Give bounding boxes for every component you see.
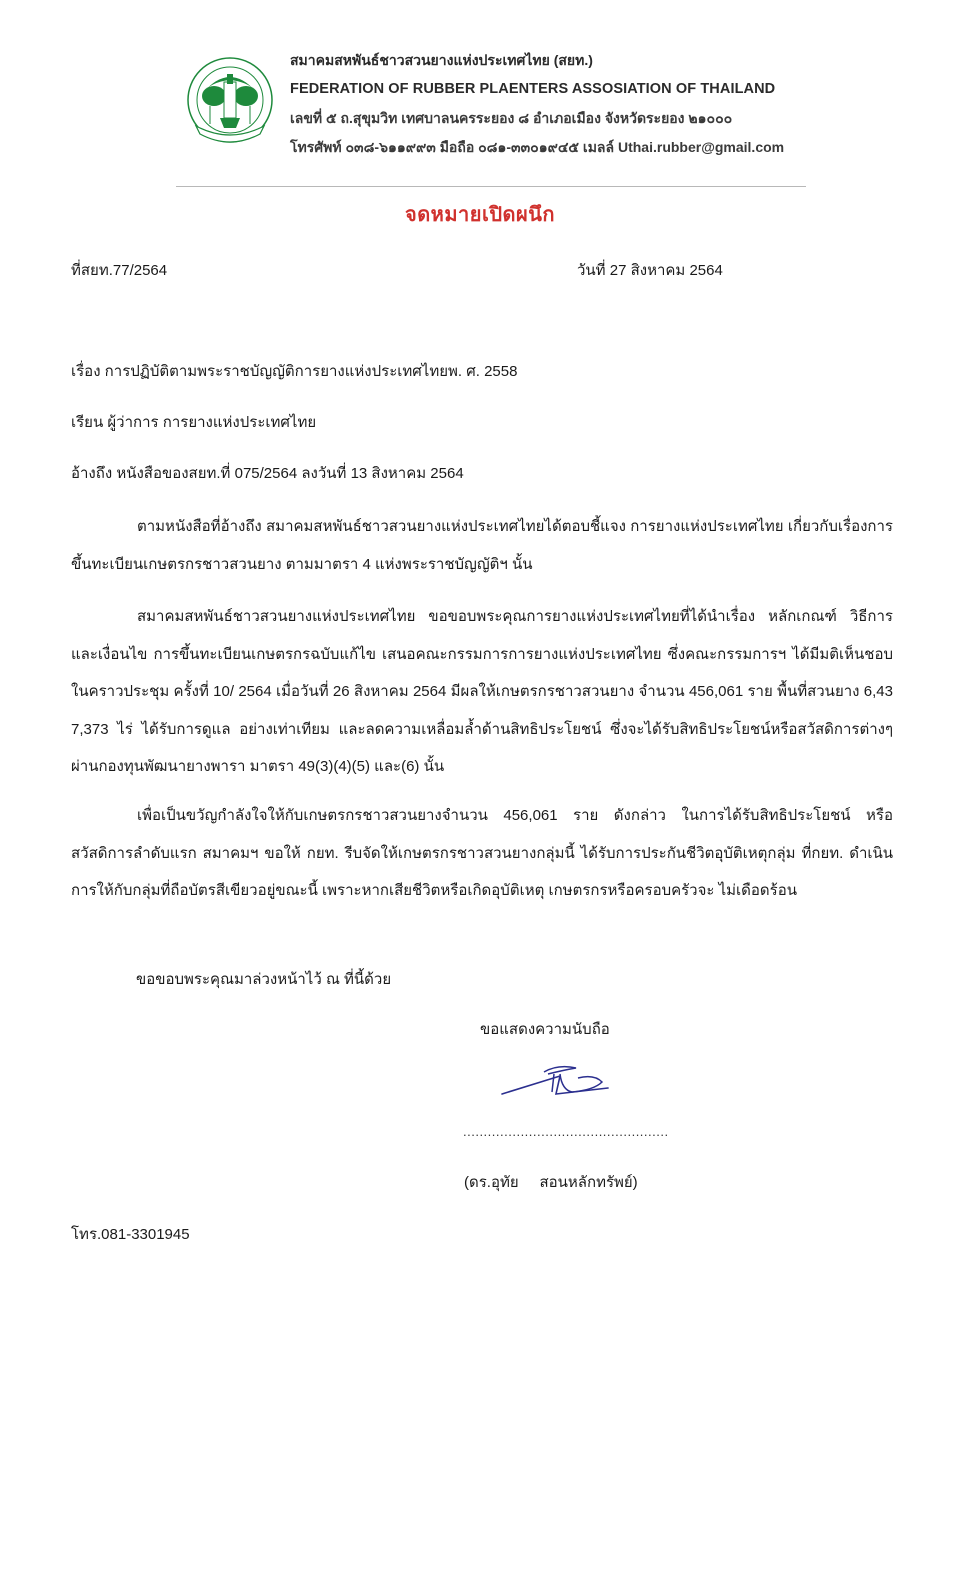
signer-name: (ดร.อุทัย สอนหลักทรัพย์) xyxy=(464,1174,638,1191)
reference-line: อ้างถึง หนังสือของสยท.ที่ 075/2564 ลงวันที่ 13 สิงหาคม 2564 xyxy=(71,465,464,482)
reference-number: ที่สยท.77/2564 xyxy=(71,262,168,279)
org-contact: โทรศัพท์ ๐๓๘-๖๑๑๙๙๓ มือถือ ๐๘๑-๓๓๐๑๙๔๕ เมลล์ Uthai.rubber@gmail.com xyxy=(290,139,785,155)
closing-line: ขอขอบพระคุณมาล่วงหน้าไว้ ณ ที่นี้ด้วย xyxy=(136,971,392,988)
header-divider xyxy=(176,186,806,187)
regards-line: ขอแสดงความนับถือ xyxy=(480,1021,610,1038)
association-seal-logo-icon xyxy=(180,52,280,152)
org-address: เลขที่ ๕ ถ.สุขุมวิท เทศบาลนครระยอง ๘ อำเภอเมือง จังหวัดระยอง ๒๑๐๐๐ xyxy=(290,110,733,126)
org-name-thai: สมาคมสหพันธ์ชาวสวนยางแห่งประเทศไทย (สยท.) xyxy=(290,52,593,68)
contact-phone: โทร.081-3301945 xyxy=(71,1226,190,1243)
org-name-english: FEDERATION OF RUBBER PLAENTERS ASSOSIATION OF THAILAND xyxy=(290,81,776,97)
signature-line: .................................................. xyxy=(463,1124,669,1139)
letter-date: วันที่ 27 สิงหาคม 2564 xyxy=(577,262,723,279)
subject-line: เรื่อง การปฏิบัติตามพระราชบัญญัติการยางแห่งประเทศไทยพ. ศ. 2558 xyxy=(71,363,518,380)
signature-icon xyxy=(498,1060,628,1105)
body-paragraph-2: สมาคมสหพันธ์ชาวสวนยางแห่งประเทศไทย ขอขอบพระคุณการยางแห่งประเทศไทยที่ได้นำเรื่อง หลักเกณฑ์ วิธีการ และเงื่อนไข การขึ้นทะเบียนเกษตรกรฉบับแก้ไข เสนอคณะกรรมการการยางแห่งประเทศไทย ซึ่งคณะกรรมการฯ ได้มีมติเห็นชอบในคราวประชุม ครั้งที่ 10/ 2564 เมื่อวันที่ 26 สิงหาคม 2564 มีผลให้เกษตรกรชาวสวนยาง จำนวน 456,061 ราย พื้นที่สวนยาง 6,43 7,373 ไร่ ได้รับการดูแล อย่างเท่าเทียม และลดความเหลื่อมล้ำด้านสิทธิประโยชน์ ซึ่งจะได้รับสิทธิประโยชน์หรือสวัสดิการต่างๆผ่านกองทุนพัฒนายางพารา มาตรา 49(3)(4)(5) และ(6) นั้น xyxy=(71,608,893,775)
document-title: จดหมายเปิดผนึก xyxy=(404,204,556,226)
recipient-line: เรียน ผู้ว่าการ การยางแห่งประเทศไทย xyxy=(71,414,317,431)
body-paragraph-3: เพื่อเป็นขวัญกำลังใจให้กับเกษตรกรชาวสวนยางจำนวน 456,061 ราย ดังกล่าว ในการได้รับสิทธิประโยชน์ หรือสวัสดิการลำดับแรก สมาคมฯ ขอให้ กยท. รีบจัดให้เกษตรกรชาวสวนยางกลุ่มนี้ ได้รับการประกันชีวิตอุบัติเหตุกลุ่ม ที่กยท. ดำเนินการให้กับกลุ่มที่ถือบัตรสีเขียวอยู่ขณะนี้ เพราะหากเสียชีวิตหรือเกิดอุบัติเหตุ เกษตรกรหรือครอบครัวจะ ไม่เดือดร้อน xyxy=(71,807,893,899)
letterhead xyxy=(180,46,820,156)
body-paragraph-1: ตามหนังสือที่อ้างถึง สมาคมสหพันธ์ชาวสวนยางแห่งประเทศไทยได้ตอบชี้แจง การยางแห่งประเทศไทย เกี่ยวกับเรื่องการขึ้นทะเบียนเกษตรกรชาวสวนยาง ตามมาตรา 4 แห่งพระราชบัญญัติฯ นั้น xyxy=(71,518,893,573)
